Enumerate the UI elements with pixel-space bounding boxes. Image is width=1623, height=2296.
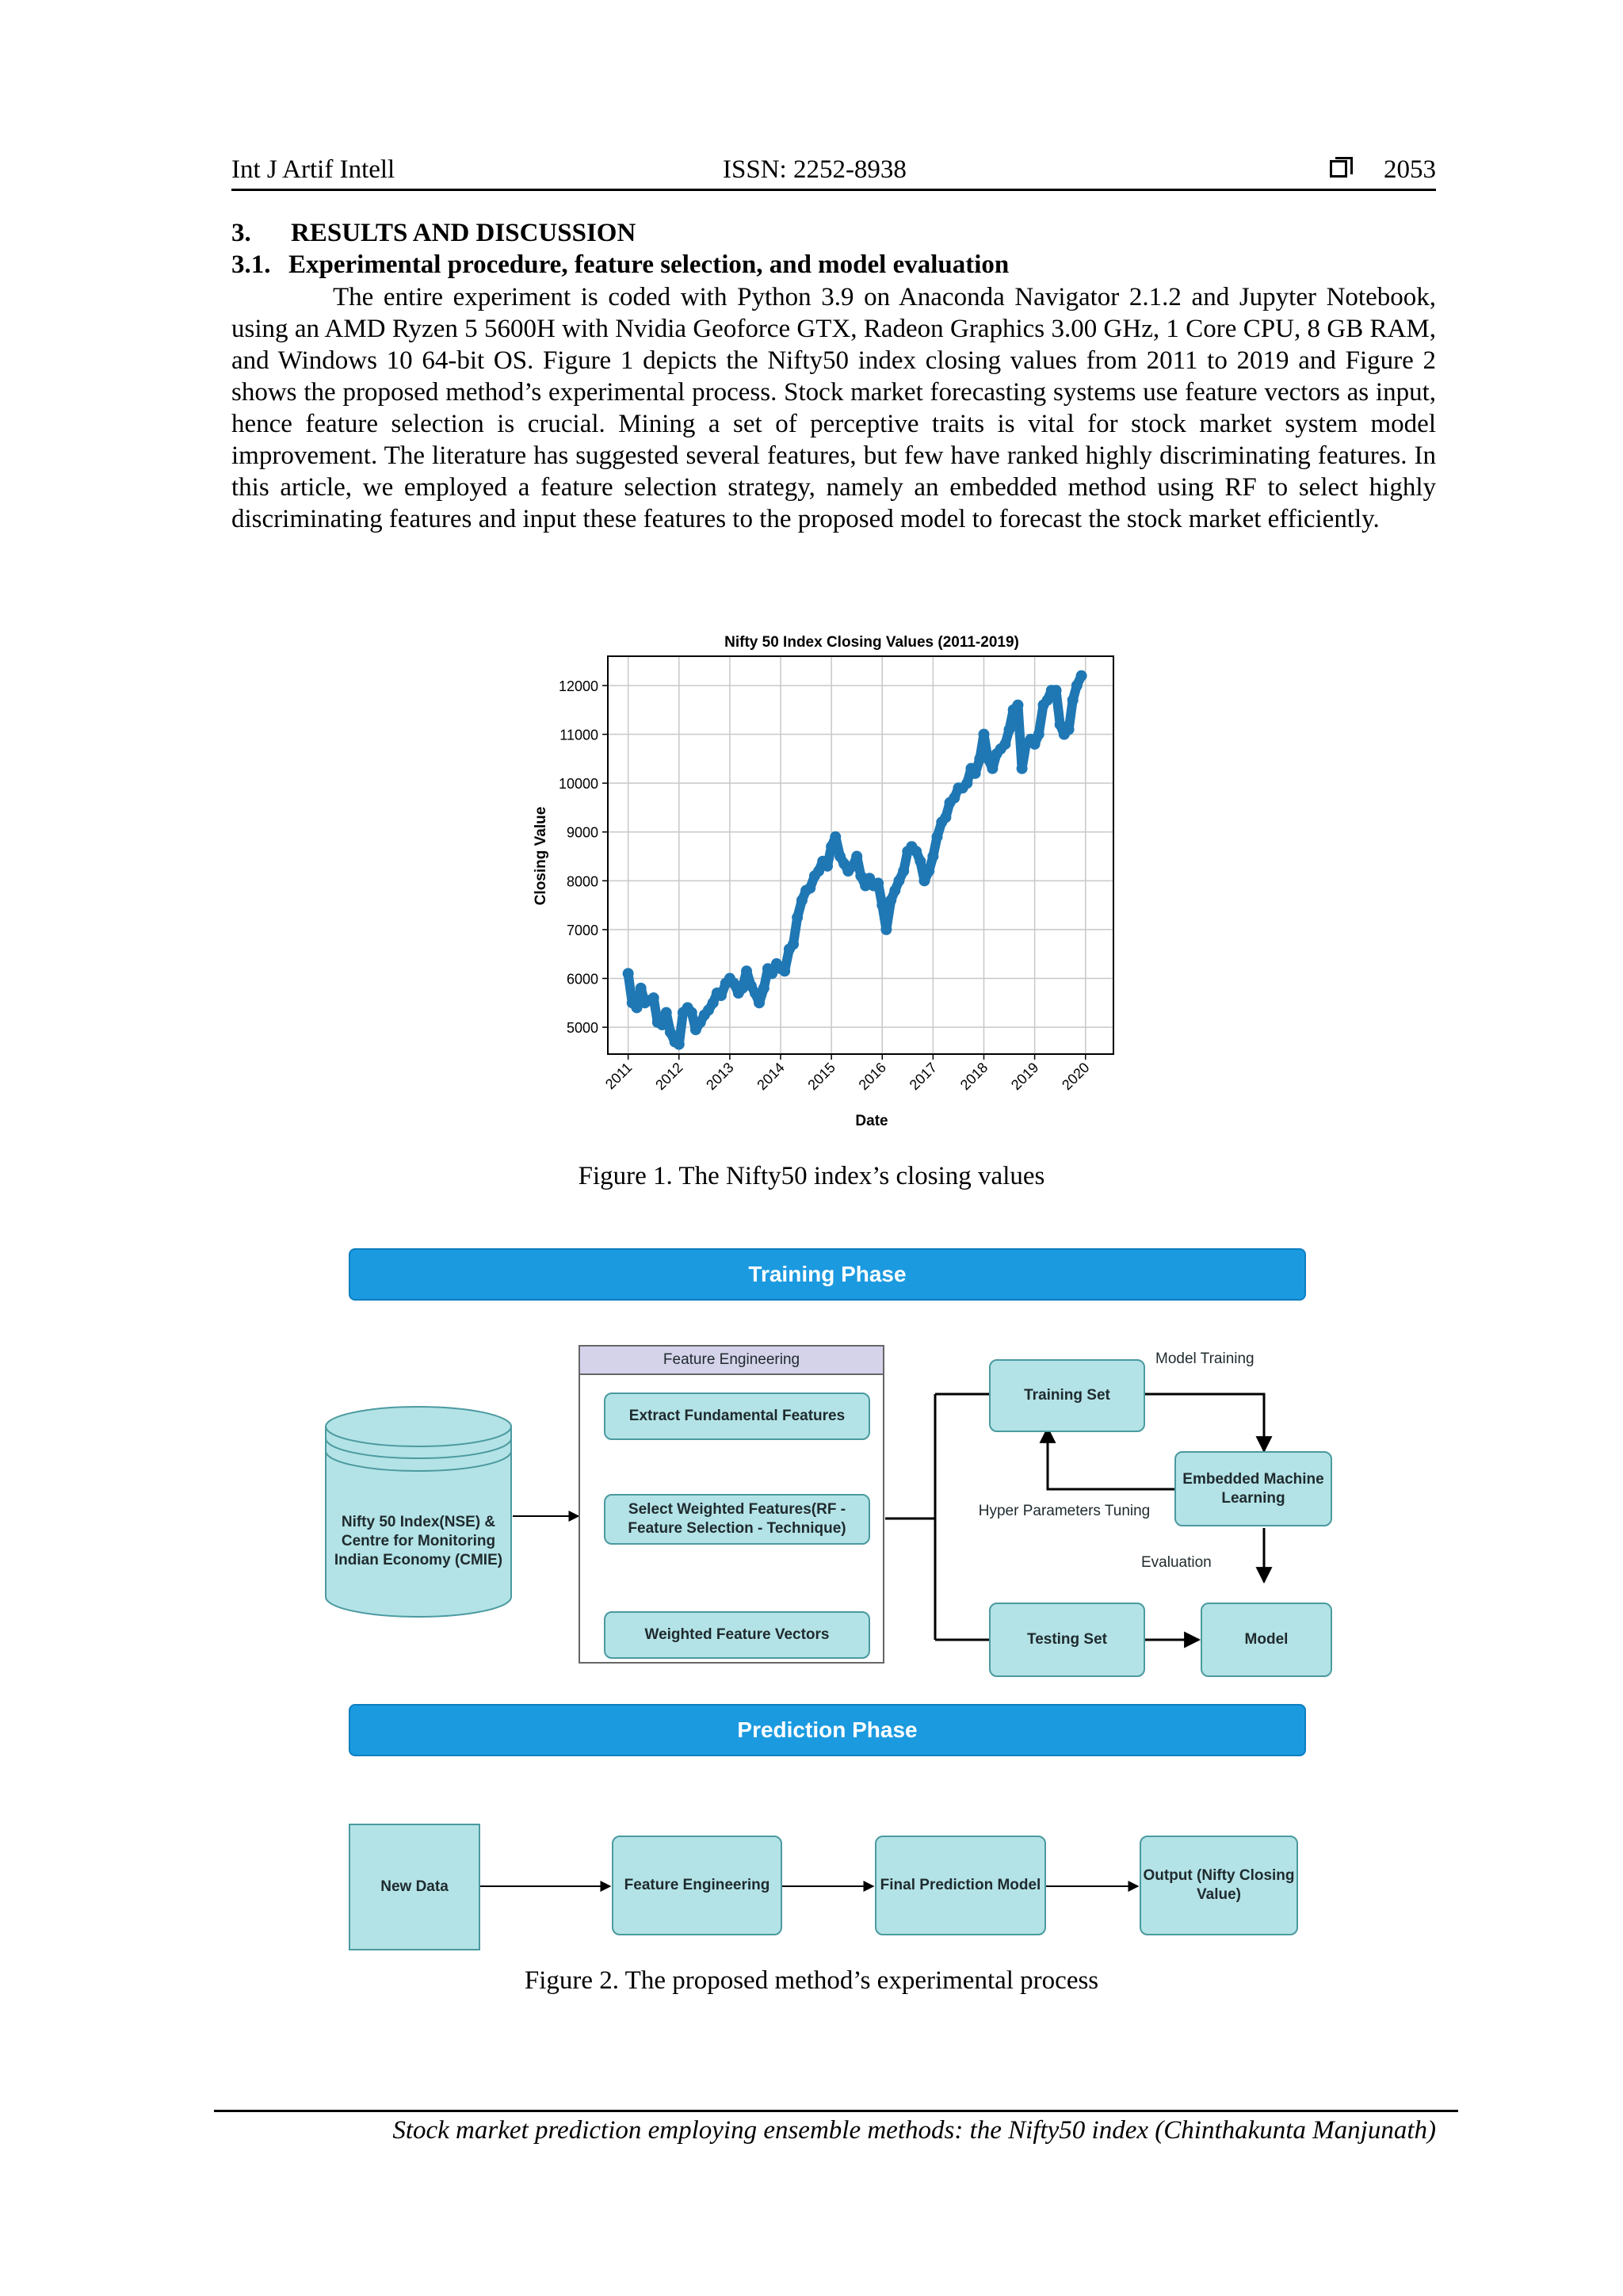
y-tick-label: 5000 [566, 1020, 598, 1037]
evaluation-label: Evaluation [1141, 1554, 1212, 1571]
data-point [826, 841, 837, 852]
data-point [923, 865, 934, 877]
data-point [788, 938, 799, 949]
prediction-feature-engineering-node: Feature Engineering [612, 1836, 782, 1935]
data-point [1067, 694, 1079, 705]
data-point [1004, 724, 1015, 735]
data-point [961, 777, 972, 789]
section-number: 3. [231, 219, 251, 247]
model-training-label: Model Training [1155, 1350, 1254, 1367]
data-point [1033, 729, 1044, 740]
section-title: RESULTS AND DISCUSSION [291, 219, 636, 247]
figure1-caption: Figure 1. The Nifty50 index’s closing values [578, 1162, 1045, 1190]
data-point [918, 875, 930, 886]
nifty-closing-chart [531, 626, 1133, 1133]
section-heading [231, 219, 636, 248]
subsection-number: 3.1. [231, 250, 271, 279]
arrow-training-to-ml [1145, 1394, 1264, 1451]
data-source-label: Nifty 50 Index(NSE) & Centre for Monitoring Indian Economy (CMIE) [334, 1514, 503, 1568]
data-point [661, 1007, 672, 1018]
prediction-phase-banner: Prediction Phase [349, 1704, 1306, 1756]
data-point [927, 851, 938, 862]
data-point [847, 861, 858, 872]
arrow-tuning-to-training [1048, 1428, 1174, 1489]
data-point [1029, 739, 1041, 750]
data-point [851, 851, 862, 862]
feature-engineering-title: Feature Engineering [580, 1347, 883, 1375]
x-tick-label: 2017 [906, 1059, 941, 1094]
x-tick-label: 2018 [957, 1059, 991, 1094]
page-header [231, 155, 1436, 190]
data-point [741, 965, 752, 976]
data-point [940, 812, 951, 823]
x-tick-label: 2020 [1059, 1059, 1093, 1094]
data-point [949, 793, 960, 804]
data-point [1051, 685, 1062, 696]
data-point [648, 992, 659, 1003]
training-set-node: Training Set [989, 1359, 1145, 1432]
data-point [754, 997, 765, 1008]
data-point [1064, 724, 1075, 735]
data-point [796, 895, 808, 906]
data-point [623, 968, 634, 979]
data-point [873, 877, 884, 888]
figure2-caption: Figure 2. The proposed method’s experimental process [524, 1966, 1099, 1995]
body-paragraph: The entire experiment is coded with Python 3.9 on Anaconda Navigator 2.1.2 and Jupyter Notebook, using an AMD Ryzen 5 5600H with Nvidia Geoforce GTX, Radeon Graphics 3.00 GHz, 1 Core CPU, 8 GB RAM, and Windows 10 64-bit OS. Figure 1 depicts the Nifty50 index closing values from 2011 to 2019 and Figure 2 shows the proposed method’s experimental process. Stock market forecasting systems use feature vectors as input, hence feature selection is crucial. Mining a set of perceptive traits is vital for stock market system model improvement. The literature has suggested several features, but few have ranked highly discriminating features. In this article, we employed a feature selection strategy, namely an embedded method using RF to select highly discriminating features and input these features to the proposed model to forecast the stock market efficiently. [231, 283, 1436, 533]
header-rule [231, 189, 1436, 191]
subsection-heading [231, 250, 1009, 280]
data-point [1012, 700, 1023, 711]
issn: ISSN: 2252-8938 [723, 155, 907, 184]
data-point [1071, 680, 1083, 691]
data-point [636, 983, 647, 994]
x-axis-ticks [602, 1054, 1093, 1093]
y-tick-label: 11000 [559, 727, 598, 743]
data-point [716, 990, 727, 1001]
output-node: Output (Nifty Closing Value) [1140, 1836, 1298, 1935]
embedded-ml-node: Embedded Machine Learning [1174, 1451, 1332, 1526]
data-point [898, 865, 909, 877]
data-point [932, 831, 943, 842]
data-point [822, 861, 833, 872]
x-tick-label: 2014 [754, 1059, 788, 1094]
data-point [893, 875, 904, 886]
data-point [987, 763, 998, 774]
data-point [1042, 694, 1053, 705]
hyper-parameters-label: Hyper Parameters Tuning [978, 1503, 1151, 1519]
weighted-vectors-node: Weighted Feature Vectors [604, 1611, 870, 1659]
x-tick-label: 2016 [855, 1059, 890, 1094]
data-point [804, 883, 815, 894]
data-point [1017, 763, 1028, 774]
data-point [758, 983, 769, 994]
subsection-title: Experimental procedure, feature selection, and model evaluation [288, 250, 1010, 279]
testing-set-node: Testing Set [989, 1603, 1145, 1677]
y-tick-label: 7000 [566, 922, 598, 938]
chart-series [623, 670, 1087, 1050]
data-point [880, 924, 892, 935]
data-point [889, 885, 900, 896]
data-point [970, 768, 981, 779]
y-tick-label: 10000 [558, 776, 598, 793]
y-axis-ticks [559, 678, 608, 1036]
data-point [915, 856, 926, 867]
model-node: Model [1201, 1603, 1332, 1677]
data-point [830, 831, 841, 842]
data-point [1076, 670, 1087, 682]
chart-title: Nifty 50 Index Closing Values (2011-2019) [724, 634, 1019, 651]
y-tick-label: 8000 [566, 873, 598, 890]
select-features-node: Select Weighted Features(RF - Feature Selection - Technique) [604, 1494, 870, 1545]
data-point [674, 1039, 685, 1050]
page-box-icon [1330, 160, 1347, 178]
x-tick-label: 2013 [703, 1059, 737, 1094]
x-tick-label: 2011 [601, 1059, 636, 1093]
data-point [665, 1026, 676, 1037]
data-point [978, 729, 989, 740]
data-point [779, 965, 790, 976]
process-diagram [317, 1248, 1347, 1946]
x-axis-label: Date [855, 1113, 888, 1129]
footer-rule [214, 2110, 1458, 2112]
data-point [792, 912, 803, 923]
y-tick-label: 6000 [566, 971, 598, 988]
extract-features-node: Extract Fundamental Features [604, 1392, 870, 1440]
data-point [686, 1007, 697, 1018]
data-point [885, 895, 896, 906]
new-data-node: New Data [349, 1824, 480, 1950]
x-tick-label: 2012 [652, 1059, 686, 1094]
final-prediction-model-node: Final Prediction Model [875, 1836, 1046, 1935]
y-tick-label: 12000 [558, 678, 598, 694]
page-number: 2053 [1384, 155, 1436, 184]
data-point [911, 846, 922, 857]
y-axis-label: Closing Value [533, 806, 549, 906]
y-tick-label: 9000 [566, 824, 598, 841]
x-tick-label: 2019 [1007, 1059, 1042, 1094]
data-point [999, 739, 1010, 750]
journal-name: Int J Artif Intell [231, 155, 395, 184]
x-tick-label: 2015 [804, 1059, 838, 1094]
footer-text: Stock market prediction employing ensemble methods: the Nifty50 index (Chinthakunta Manjunath) [392, 2116, 1436, 2145]
training-phase-banner: Training Phase [349, 1248, 1306, 1301]
